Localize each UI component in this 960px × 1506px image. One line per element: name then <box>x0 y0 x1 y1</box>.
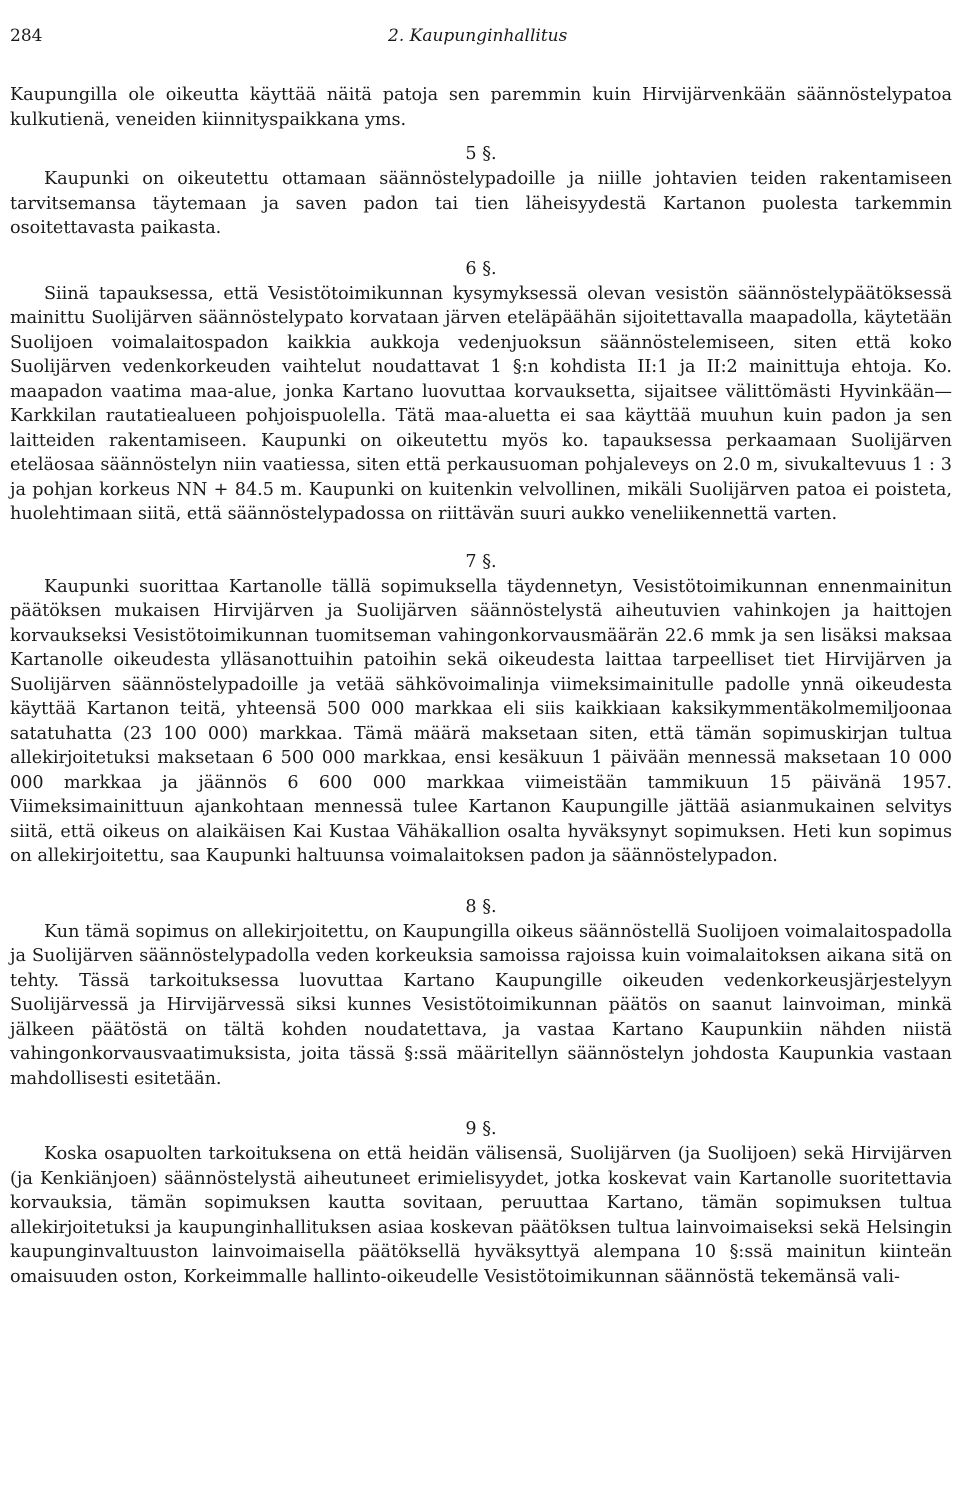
section-5-paragraph: Kaupunki on oikeutettu ottamaan säännöstelypadoille ja niille johtavien teiden rakentamiseen tarvitsemansa täytemaan ja saven padon tai tien läheisyydestä Kartanon puolesta tarkemmin osoitettavasta paikasta. <box>10 169 952 238</box>
section-heading-5: 5 §. <box>465 144 497 164</box>
section-heading-6: 6 §. <box>465 258 497 279</box>
running-title: 2. Kaupunginhallitus <box>388 26 568 46</box>
section-6-paragraph: Siinä tapauksessa, että Vesistötoimikunnan kysymyksessä olevan vesistön säännöstelypäätöksessä mainittu Suolijärven säännöstelypato korvataan järven eteläpäähän sijoitettavalla maapadolla, käytetään Suolijoen voimalaitospadon kaikkia aukkoja vedenjuoksun säännöstelemiseen, siten että koko Suolijärven vedenkorkeuden vaihtelut noudattavat 1 §:n kohdista II:1 ja II:2 mainittuja ehtoja. Ko. maapadon vaatima maa-alue, jonka Kartano luovuttaa korvauksetta, sijaitsee välittömästi Hyvinkään—Karkkilan rautatiealueen pohjoispuolella. Tätä maa-aluetta ei saa käyttää muuhun kuin padon ja sen laitteiden rakentamiseen. Kaupunki on oikeutettu myös ko. tapauksessa perkaamaan Suolijärven eteläosaa säännöstelyn niin vaatiessa, siten että perkausuoman pohjaleveys on 2.0 m, sivukaltevuus 1 : 3 ja pohjan korkeus NN + 84.5 m. Kaupunki on kuitenkin velvollinen, mikäli Suolijärven patoa ei poisteta, huolehtimaan siitä, että säännöstelypadossa on riittävän suuri aukko veneliikennettä varten. <box>10 283 952 524</box>
section-8-paragraph: Kun tämä sopimus on allekirjoitettu, on Kaupungilla oikeus säännöstellä Suolijoen voimalaitospadolla ja Suolijärven säännöstelypadolla veden korkeuksia samoissa rajoissa kuin voimalaitoksen aikana sitä on tehty. Tässä tarkoituksessa luovuttaa Kartano Kaupungille oikeuden vedenkorkeusjärjestelyyn Suolijärvessä ja Hirvijärvessä siksi kunnes Vesistötoimikunnan päätös on saanut lainvoiman, minkä jälkeen päätöstä on tältä kohden noudatettava, ja vastaa Kartano Kaupunkiin nähden niistä vahingonkorvausvaatimuksista, joita tässä §:ssä määritellyn säännöstelyn johdosta Kaupunkia vastaan mahdollisesti esitetään. <box>10 921 952 1089</box>
document-page <box>10 18 952 1289</box>
intro-paragraph: Kaupungilla ole oikeutta käyttää näitä patoja sen paremmin kuin Hirvijärvenkään säännöstelypatoa kulkutienä, veneiden kiinnityspaikkana yms. <box>10 85 952 130</box>
running-head <box>10 18 952 50</box>
section-heading-7: 7 §. <box>465 551 497 572</box>
page-number: 284 <box>10 26 43 46</box>
section-heading-9: 9 §. <box>465 1119 497 1139</box>
section-7-paragraph: Kaupunki suorittaa Kartanolle tällä sopimuksella täydennetyn, Vesistötoimikunnan ennenmainitun päätöksen mukaisen Hirvijärven ja Suolijärven säännöstelystä aiheutuvien vahinkojen ja haittojen korvaukseksi Vesistötoimikunnan tuomitseman vahingonkorvausmäärän 22.6 mmk ja sen lisäksi maksaa Kartanolle oikeudesta ylläsanottuihin patoihin sekä oikeudesta laittaa tarpeelliset tiet Hirvijärven ja Suolijärven säännöstelypadoille ja vetää sähkövoimalinja viimeksimainitulle padolle ynnä oikeudesta käyttää Kartanon teitä, yhteensä 500 000 markkaa eli siis kaikkiaan kaksikymmentäkolmemiljoonaa satatuhatta (23 100 000) markkaa. Tämä määrä maksetaan siten, että tämän sopimuskirjan tultua allekirjoitetuksi maksetaan 6 500 000 markkaa, ensi kesäkuun 1 päivään mennessä maksetaan 10 000 000 markkaa ja jäännös 6 600 000 markkaa viimeistään tammikuun 15 päivänä 1957. Viimeksimainittuun ajankohtaan mennessä tulee Kartanon Kaupungille jättää asianmukainen selvitys siitä, että oikeus on alaikäisen Kai Kustaa Vähäkallion osalta hyväksynyt sopimuksen. Heti kun sopimus on allekirjoitettu, saa Kaupunki haltuunsa voimalaitoksen padon ja säännöstelypadon. <box>10 576 952 866</box>
section-9-paragraph: Koska osapuolten tarkoituksena on että heidän välisensä, Suolijärven (ja Suolijoen) sekä Hirvijärven (ja Kenkiänjoen) säännöstelystä aiheutuneet erimielisyydet, jotka koskevat vain Kartanolle suoritettavia korvauksia, tämän sopimuksen kautta sovitaan, peruuttaa Kartano, tämän sopimuksen tultua allekirjoitetuksi ja kaupunginhallituksen asiaa koskevan päätöksen tultua lainvoimaiseksi sekä Helsingin kaupunginvaltuuston lainvoimaisella päätöksellä hyväksyttyä alempana 10 §:ssä mainitun kiinteän omaisuuden oston, Korkeimmalle hallinto-oikeudelle Vesistötoimikunnan säännöstä tekemänsä vali- <box>10 1144 952 1287</box>
section-heading-8: 8 §. <box>465 896 497 917</box>
